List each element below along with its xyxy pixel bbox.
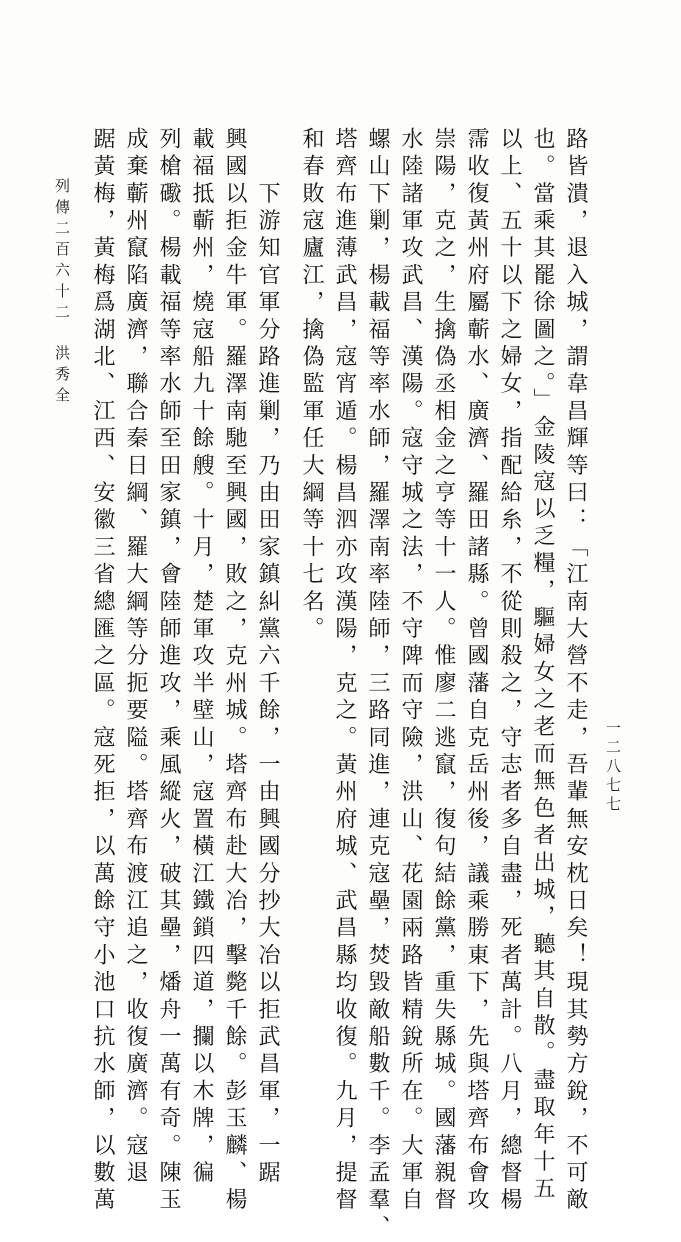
- text-column-2: 也。當乘其罷徐圖之。」金陵寇以乏糧，驅婦女之老而無色者出城，聽其自散。盡取年十五: [530, 127, 555, 1204]
- text-column-15: 踞黃梅，黃梅爲湖北、江西、安徽三省總匯之區。寇死拒，以萬餘守小池口抗水師，以數萬: [90, 127, 115, 1215]
- text-column-8: 塔齊布進薄武昌，寇宵遁。楊昌泗亦攻漢陽，克之。黃州府城、武昌縣均收復。九月，提督: [332, 127, 357, 1215]
- text-column-13: 列槍礮。楊載福等率水師至田家鎮，會陸師進攻，乘風縱火，破其壘，燔舟一萬有奇。陳玉: [156, 127, 181, 1215]
- page-number: 一二八七七: [604, 720, 622, 815]
- text-column-6: 水陸諸軍攻武昌、漢陽。寇守城之法，不守陴而守險，洪山、花園兩路皆精銳所在。大軍自: [398, 127, 423, 1215]
- chapter-name: 洪秀全: [53, 345, 71, 408]
- text-column-11: 興國以拒金牛軍。羅澤南馳至興國，敗之，克州城。塔齊布赴大冶，擊斃千餘。彭玉麟、楊: [222, 127, 247, 1215]
- text-column-3: 以上、五十以下之婦女，指配給糸，不從則殺之，守志者多自盡，死者萬計。八月，總督楊: [497, 127, 522, 1215]
- text-column-10: 下游知官軍分路進剿，乃由田家鎮糾黨六千餘，一由興國分抄大冶以拒武昌軍，一踞: [255, 127, 280, 1188]
- text-column-9: 和春敗寇廬江，擒偽監軍任大綱等十七名。: [299, 127, 324, 644]
- text-column-14: 成棄蘄州竄陷廣濟，聯合秦日綱、羅大綱等分扼要隘。塔齊布渡江追之，收復廣濟。寇退: [123, 127, 148, 1188]
- text-column-4: 霈收復黃州府屬蘄水、廣濟、羅田諸縣。曾國藩自克岳州後，議乘勝東下，先與塔齊布會攻: [464, 127, 489, 1215]
- text-column-5: 崇陽，克之，生擒偽丞相金之亨等十一人。惟廖二逃竄，復句結餘黨，重失縣城。國藩親督: [431, 127, 456, 1215]
- text-column-12: 載福抵蘄州，燒寇船九十餘艘。十月，楚軍攻半壁山，寇置橫江鐵鎖四道，攔以木牌，徧: [189, 127, 214, 1188]
- text-column-1: 路皆潰，退入城，謂韋昌輝等曰：「江南大營不走，吾輩無安枕日矣！現其勢方銳，不可敵: [563, 127, 588, 1215]
- text-column-7: 螺山下剿，楊載福等率水師，羅澤南率陸師，三路同進，連克寇壘，焚毀敵船數千。李孟羣、: [365, 127, 390, 1242]
- book-title: 列傳二百六十二: [53, 178, 71, 325]
